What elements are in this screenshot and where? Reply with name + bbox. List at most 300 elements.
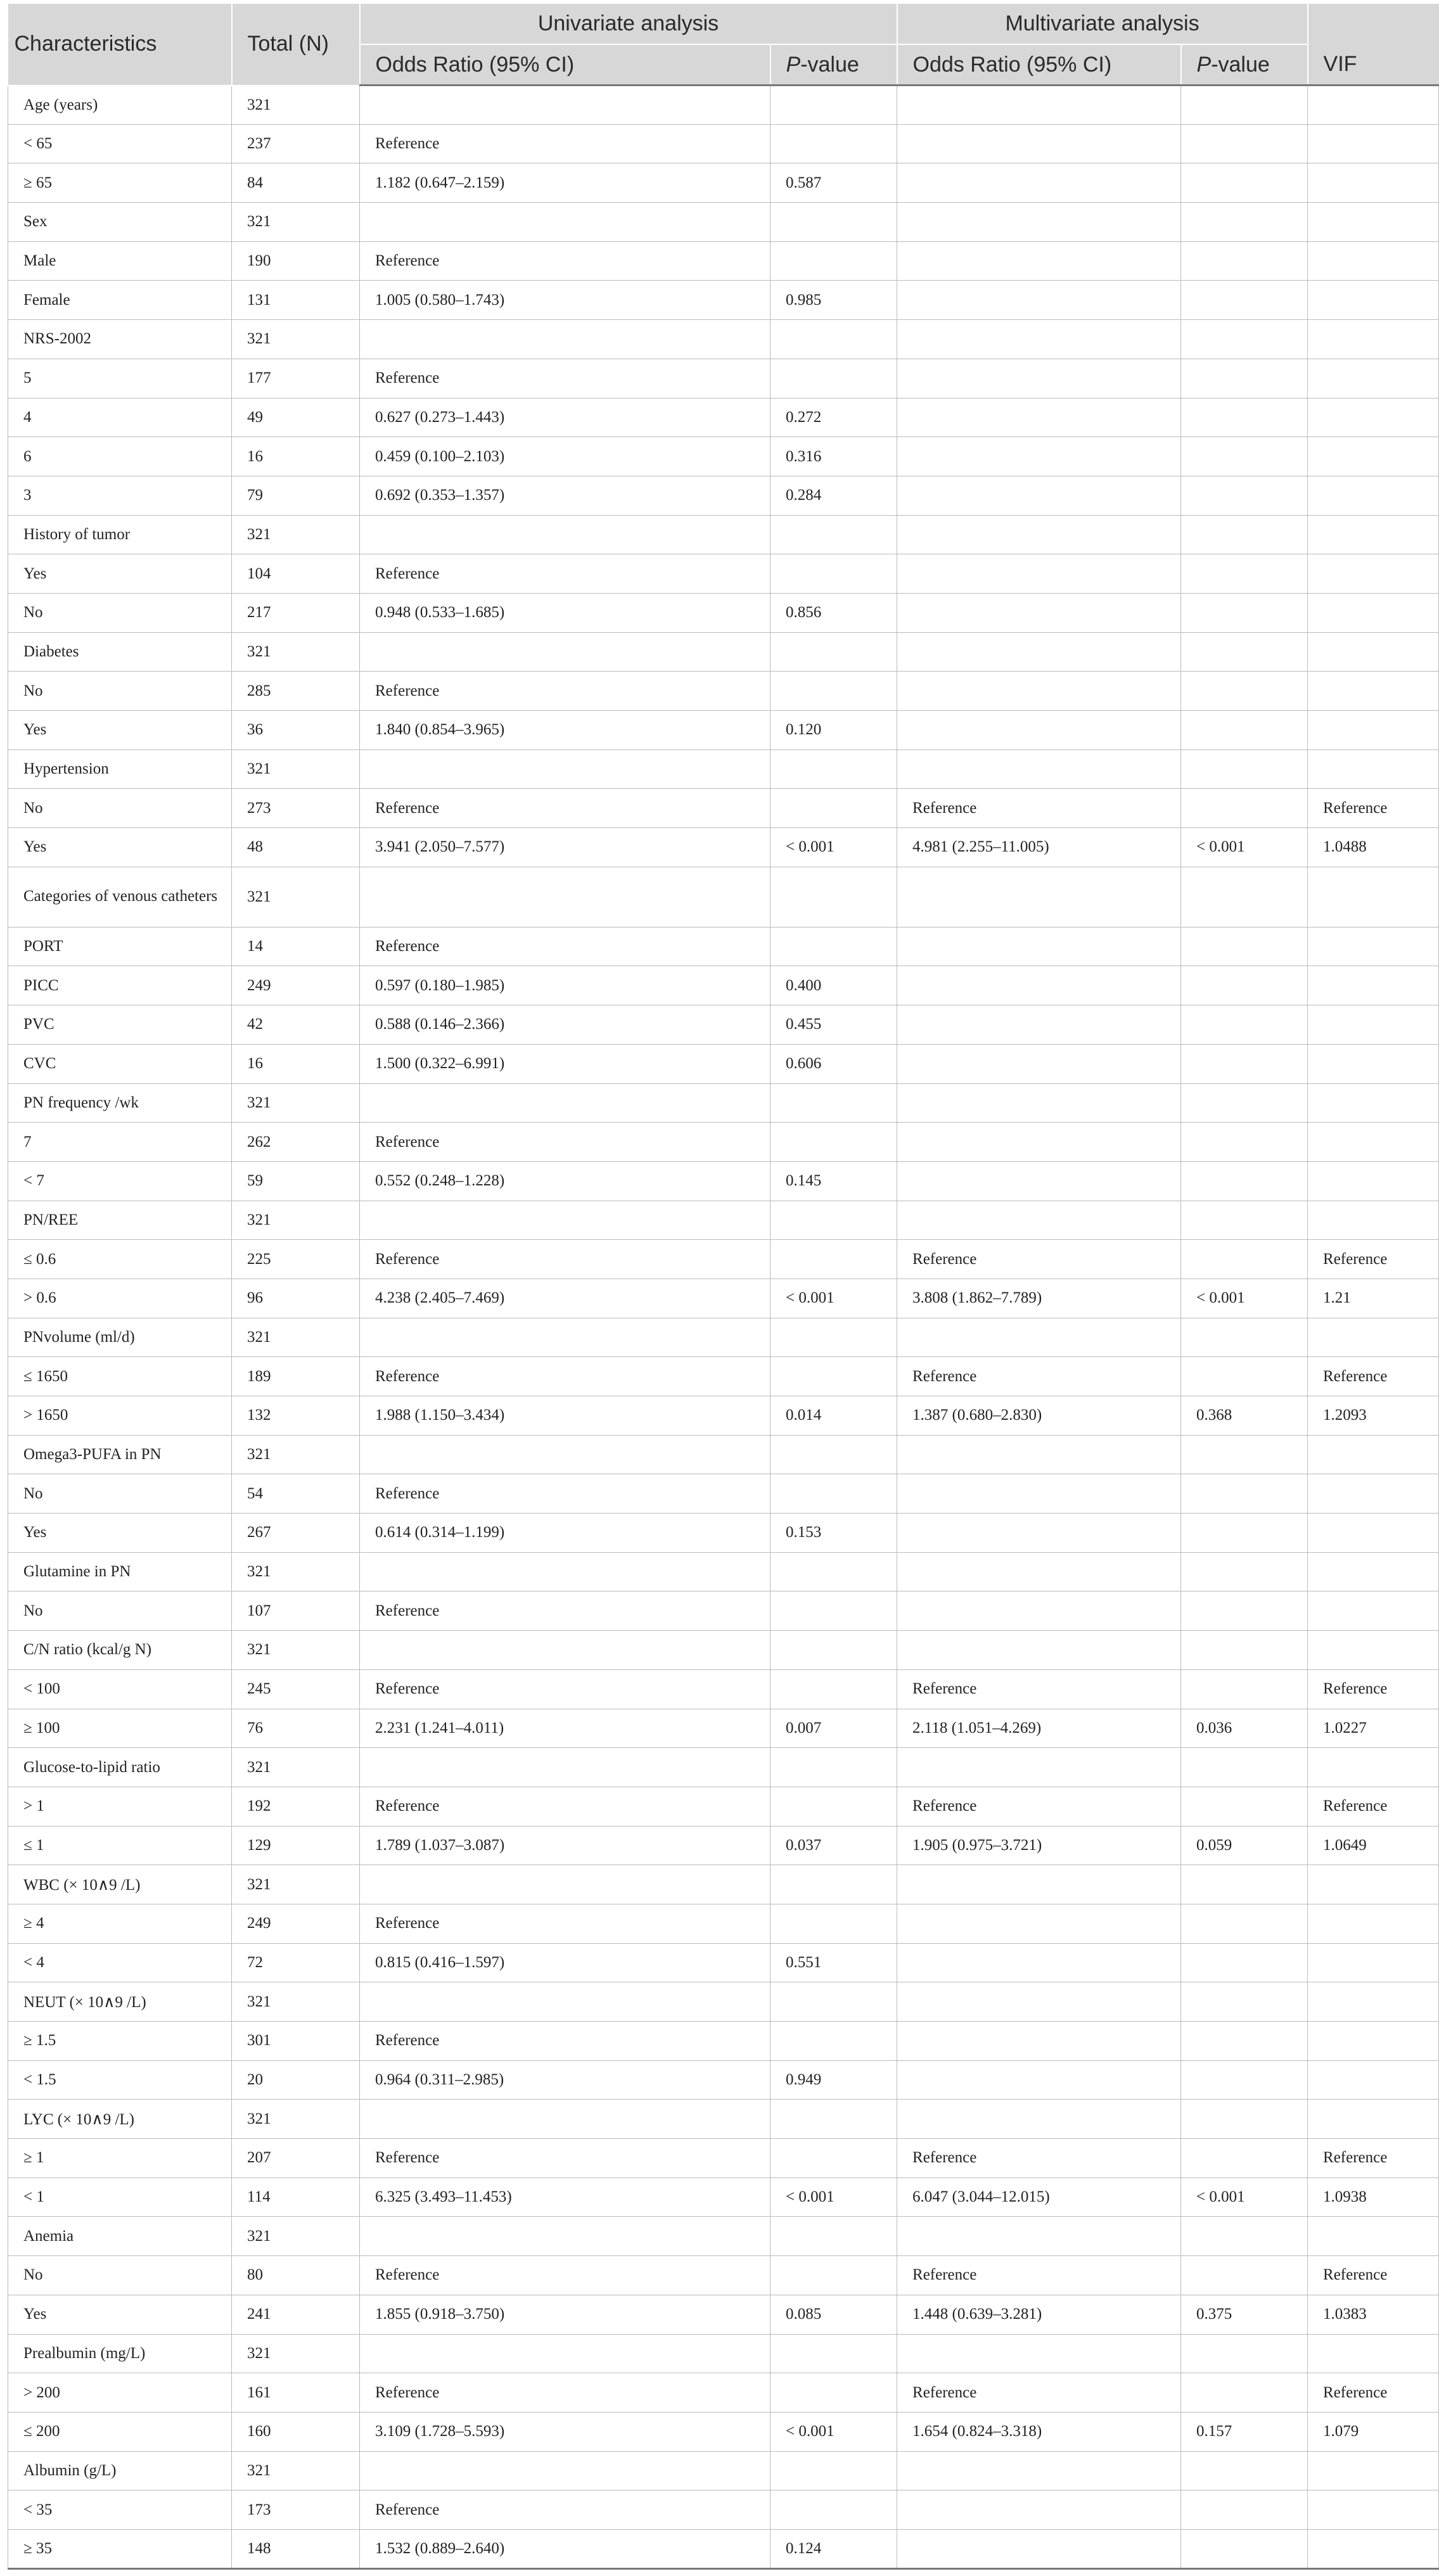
row-total: 161 xyxy=(232,2373,360,2413)
univariate-p-cell: 0.120 xyxy=(771,711,897,750)
multivariate-p-cell xyxy=(1181,476,1308,515)
row-label: NRS-2002 xyxy=(8,320,232,359)
table-row xyxy=(8,515,1439,554)
univariate-or-cell: Reference xyxy=(360,1357,771,1396)
univariate-p-cell xyxy=(771,632,897,672)
row-total: 16 xyxy=(232,437,360,476)
row-total: 321 xyxy=(232,2217,360,2256)
row-total: 321 xyxy=(232,2100,360,2139)
row-label: Glutamine in PN xyxy=(8,1552,232,1591)
row-label: < 7 xyxy=(8,1161,232,1201)
multivariate-p-cell xyxy=(1181,1982,1308,2022)
univariate-p-cell xyxy=(771,1318,897,1357)
vif-cell xyxy=(1308,398,1439,437)
multivariate-p-cell xyxy=(1181,554,1308,594)
row-label: No xyxy=(8,672,232,711)
vif-cell: 1.0383 xyxy=(1308,2295,1439,2334)
univariate-p-cell: 0.085 xyxy=(771,2295,897,2334)
table-row xyxy=(8,632,1439,672)
vif-cell xyxy=(1308,867,1439,927)
univariate-p-cell xyxy=(771,1748,897,1787)
row-total: 132 xyxy=(232,1396,360,1436)
row-label: Anemia xyxy=(8,2217,232,2256)
univariate-p-cell xyxy=(771,2256,897,2295)
multivariate-p-cell xyxy=(1181,2022,1308,2061)
multivariate-p-cell xyxy=(1181,320,1308,359)
multivariate-p-cell xyxy=(1181,789,1308,828)
vif-cell xyxy=(1308,2451,1439,2490)
vif-cell xyxy=(1308,632,1439,672)
univariate-or-cell xyxy=(360,1435,771,1474)
row-label: PNvolume (ml/d) xyxy=(8,1318,232,1357)
table-row xyxy=(8,476,1439,515)
row-label: 3 xyxy=(8,476,232,515)
univariate-or-cell: Reference xyxy=(360,672,771,711)
multivariate-p-cell: 0.036 xyxy=(1181,1709,1308,1748)
multivariate-p-cell xyxy=(1181,1318,1308,1357)
multivariate-or-cell xyxy=(897,1631,1181,1670)
row-total: 237 xyxy=(232,124,360,163)
row-label: ≤ 0.6 xyxy=(8,1240,232,1279)
univariate-or-cell: Reference xyxy=(360,1904,771,1943)
header-univariate-p xyxy=(771,44,897,86)
row-total: 14 xyxy=(232,927,360,966)
table-row xyxy=(8,1865,1439,1904)
univariate-p-cell xyxy=(771,1552,897,1591)
vif-cell xyxy=(1308,476,1439,515)
vif-cell xyxy=(1308,437,1439,476)
vif-cell: Reference xyxy=(1308,1787,1439,1826)
univariate-p-cell: 0.587 xyxy=(771,163,897,203)
univariate-p-cell xyxy=(771,867,897,927)
univariate-p-cell: 0.153 xyxy=(771,1514,897,1553)
univariate-or-cell: 1.988 (1.150–3.434) xyxy=(360,1396,771,1436)
multivariate-p-cell xyxy=(1181,1669,1308,1709)
multivariate-p-cell: 0.368 xyxy=(1181,1396,1308,1436)
table-row xyxy=(8,1357,1439,1396)
vif-cell xyxy=(1308,1982,1439,2022)
multivariate-p-cell xyxy=(1181,2373,1308,2413)
vif-cell xyxy=(1308,1631,1439,1670)
multivariate-p-cell xyxy=(1181,1005,1308,1045)
multivariate-or-cell xyxy=(897,593,1181,632)
univariate-or-cell: 1.005 (0.580–1.743) xyxy=(360,281,771,320)
vif-cell xyxy=(1308,320,1439,359)
multivariate-p-cell xyxy=(1181,203,1308,242)
multivariate-or-cell xyxy=(897,1005,1181,1045)
univariate-or-cell xyxy=(360,2217,771,2256)
vif-cell xyxy=(1308,2060,1439,2100)
row-label: Yes xyxy=(8,2295,232,2334)
vif-cell xyxy=(1308,672,1439,711)
multivariate-p-cell xyxy=(1181,672,1308,711)
row-label: ≤ 200 xyxy=(8,2412,232,2451)
row-label: < 1.5 xyxy=(8,2060,232,2100)
table-row xyxy=(8,2139,1439,2178)
univariate-or-cell xyxy=(360,2334,771,2373)
vif-cell xyxy=(1308,1748,1439,1787)
row-total: 249 xyxy=(232,966,360,1005)
multivariate-or-cell xyxy=(897,2490,1181,2530)
row-label: < 35 xyxy=(8,2490,232,2530)
univariate-or-cell xyxy=(360,1552,771,1591)
univariate-p-cell: 0.949 xyxy=(771,2060,897,2100)
univariate-p-cell: 0.551 xyxy=(771,1943,897,1982)
univariate-or-cell: Reference xyxy=(360,241,771,281)
univariate-p-cell: 0.007 xyxy=(771,1709,897,1748)
row-total: 321 xyxy=(232,1865,360,1904)
multivariate-or-cell: Reference xyxy=(897,2256,1181,2295)
multivariate-or-cell xyxy=(897,966,1181,1005)
univariate-p-cell xyxy=(771,1787,897,1826)
multivariate-or-cell xyxy=(897,867,1181,927)
multivariate-or-cell: Reference xyxy=(897,2139,1181,2178)
row-label: No xyxy=(8,789,232,828)
multivariate-p-cell: 0.375 xyxy=(1181,2295,1308,2334)
multivariate-or-cell xyxy=(897,927,1181,966)
multivariate-or-cell xyxy=(897,281,1181,320)
row-label: Hypertension xyxy=(8,749,232,789)
row-total: 321 xyxy=(232,749,360,789)
row-label: ≥ 1 xyxy=(8,2139,232,2178)
univariate-or-cell: Reference xyxy=(360,1669,771,1709)
multivariate-p-cell xyxy=(1181,1240,1308,1279)
univariate-p-cell xyxy=(771,1201,897,1240)
multivariate-p-cell xyxy=(1181,867,1308,927)
univariate-p-cell xyxy=(771,1631,897,1670)
row-label: < 100 xyxy=(8,1669,232,1709)
vif-cell xyxy=(1308,1318,1439,1357)
multivariate-p-cell xyxy=(1181,1514,1308,1553)
table-row xyxy=(8,359,1439,398)
row-total: 217 xyxy=(232,593,360,632)
multivariate-or-cell xyxy=(897,2334,1181,2373)
univariate-p-cell: 0.606 xyxy=(771,1044,897,1083)
table-row xyxy=(8,927,1439,966)
row-total: 245 xyxy=(232,1669,360,1709)
multivariate-or-cell: Reference xyxy=(897,1357,1181,1396)
row-label: No xyxy=(8,1591,232,1631)
row-label: Male xyxy=(8,241,232,281)
table-row xyxy=(8,1278,1439,1318)
multivariate-or-cell xyxy=(897,1044,1181,1083)
row-total: 190 xyxy=(232,241,360,281)
row-label: > 200 xyxy=(8,2373,232,2413)
multivariate-or-cell: 1.448 (0.639–3.281) xyxy=(897,2295,1181,2334)
row-label: 4 xyxy=(8,398,232,437)
row-total: 192 xyxy=(232,1787,360,1826)
multivariate-or-cell xyxy=(897,1591,1181,1631)
univariate-p-cell: 0.124 xyxy=(771,2529,897,2568)
multivariate-or-cell: Reference xyxy=(897,1669,1181,1709)
vif-cell xyxy=(1308,281,1439,320)
univariate-p-cell: 0.037 xyxy=(771,1826,897,1865)
multivariate-p-cell xyxy=(1181,86,1308,125)
row-label: No xyxy=(8,593,232,632)
table-row xyxy=(8,2022,1439,2061)
univariate-or-cell xyxy=(360,1318,771,1357)
header-vif-spacer xyxy=(1308,4,1439,44)
row-total: 36 xyxy=(232,711,360,750)
table-row xyxy=(8,789,1439,828)
multivariate-p-cell xyxy=(1181,2217,1308,2256)
univariate-or-cell xyxy=(360,867,771,927)
vif-cell xyxy=(1308,359,1439,398)
univariate-or-cell: Reference xyxy=(360,554,771,594)
row-label: Albumin (g/L) xyxy=(8,2451,232,2490)
multivariate-or-cell: Reference xyxy=(897,789,1181,828)
row-total: 321 xyxy=(232,203,360,242)
row-label: > 1 xyxy=(8,1787,232,1826)
univariate-or-cell: 1.840 (0.854–3.965) xyxy=(360,711,771,750)
row-total: 177 xyxy=(232,359,360,398)
header-univariate-or: Odds Ratio (95% CI) xyxy=(360,44,771,86)
header-multivariate: Multivariate analysis xyxy=(897,4,1308,44)
univariate-or-cell: Reference xyxy=(360,927,771,966)
univariate-p-cell: 0.856 xyxy=(771,593,897,632)
univariate-p-cell: 0.400 xyxy=(771,966,897,1005)
multivariate-or-cell xyxy=(897,711,1181,750)
row-total: 80 xyxy=(232,2256,360,2295)
univariate-p-cell xyxy=(771,2373,897,2413)
table-row xyxy=(8,2256,1439,2295)
row-label: 7 xyxy=(8,1123,232,1162)
table-row xyxy=(8,1396,1439,1436)
table-row xyxy=(8,203,1439,242)
univariate-or-cell: 0.964 (0.311–2.985) xyxy=(360,2060,771,2100)
multivariate-or-cell: Reference xyxy=(897,2373,1181,2413)
multivariate-p-cell xyxy=(1181,2334,1308,2373)
vif-cell xyxy=(1308,1201,1439,1240)
univariate-or-cell xyxy=(360,86,771,125)
table-row xyxy=(8,711,1439,750)
vif-cell xyxy=(1308,1083,1439,1123)
univariate-or-cell xyxy=(360,1201,771,1240)
multivariate-p-cell xyxy=(1181,2100,1308,2139)
univariate-p-cell xyxy=(771,359,897,398)
univariate-p-cell xyxy=(771,124,897,163)
row-label: Yes xyxy=(8,554,232,594)
row-total: 173 xyxy=(232,2490,360,2530)
multivariate-or-cell: Reference xyxy=(897,1240,1181,1279)
table-header xyxy=(8,4,1439,86)
univariate-p-cell xyxy=(771,1591,897,1631)
table-row xyxy=(8,2100,1439,2139)
vif-cell xyxy=(1308,2022,1439,2061)
multivariate-or-cell: Reference xyxy=(897,1787,1181,1826)
multivariate-p-cell xyxy=(1181,359,1308,398)
multivariate-or-cell xyxy=(897,1318,1181,1357)
univariate-p-cell xyxy=(771,86,897,125)
vif-cell xyxy=(1308,203,1439,242)
multivariate-p-cell xyxy=(1181,1943,1308,1982)
row-total: 321 xyxy=(232,1201,360,1240)
row-total: 321 xyxy=(232,1982,360,2022)
row-label: ≥ 4 xyxy=(8,1904,232,1943)
multivariate-p-cell: 0.059 xyxy=(1181,1826,1308,1865)
row-total: 131 xyxy=(232,281,360,320)
univariate-p-cell: < 0.001 xyxy=(771,2177,897,2217)
row-total: 241 xyxy=(232,2295,360,2334)
multivariate-p-cell xyxy=(1181,2451,1308,2490)
univariate-or-cell: Reference xyxy=(360,1591,771,1631)
table-row xyxy=(8,554,1439,594)
row-total: 321 xyxy=(232,1435,360,1474)
multivariate-or-cell xyxy=(897,515,1181,554)
row-label: No xyxy=(8,1474,232,1514)
univariate-or-cell: 1.789 (1.037–3.087) xyxy=(360,1826,771,1865)
multivariate-or-cell xyxy=(897,320,1181,359)
table-row xyxy=(8,1709,1439,1748)
table-row xyxy=(8,1904,1439,1943)
table-row xyxy=(8,2334,1439,2373)
univariate-or-cell xyxy=(360,1982,771,2022)
row-label: PORT xyxy=(8,927,232,966)
univariate-or-cell: 0.614 (0.314–1.199) xyxy=(360,1514,771,1553)
table-row xyxy=(8,2373,1439,2413)
univariate-p-cell xyxy=(771,203,897,242)
row-total: 207 xyxy=(232,2139,360,2178)
vif-cell xyxy=(1308,1044,1439,1083)
univariate-p-cell: < 0.001 xyxy=(771,1278,897,1318)
row-label: History of tumor xyxy=(8,515,232,554)
multivariate-p-cell xyxy=(1181,1083,1308,1123)
multivariate-p-cell xyxy=(1181,163,1308,203)
table-row xyxy=(8,2529,1439,2568)
multivariate-or-cell xyxy=(897,163,1181,203)
row-label: ≥ 35 xyxy=(8,2529,232,2568)
vif-cell xyxy=(1308,1123,1439,1162)
multivariate-p-cell xyxy=(1181,1161,1308,1201)
multivariate-or-cell xyxy=(897,1083,1181,1123)
row-label: Yes xyxy=(8,711,232,750)
vif-cell xyxy=(1308,1943,1439,1982)
univariate-p-cell xyxy=(771,2100,897,2139)
multivariate-p-cell: < 0.001 xyxy=(1181,828,1308,867)
row-total: 104 xyxy=(232,554,360,594)
multivariate-or-cell xyxy=(897,1435,1181,1474)
row-total: 48 xyxy=(232,828,360,867)
multivariate-or-cell xyxy=(897,437,1181,476)
univariate-or-cell: 1.532 (0.889–2.640) xyxy=(360,2529,771,2568)
row-label: Yes xyxy=(8,828,232,867)
row-total: 321 xyxy=(232,320,360,359)
multivariate-p-cell xyxy=(1181,398,1308,437)
multivariate-p-cell xyxy=(1181,1357,1308,1396)
row-label: ≥ 65 xyxy=(8,163,232,203)
multivariate-p-cell xyxy=(1181,1865,1308,1904)
row-label: < 1 xyxy=(8,2177,232,2217)
row-total: 114 xyxy=(232,2177,360,2217)
univariate-or-cell: 6.325 (3.493–11.453) xyxy=(360,2177,771,2217)
table-row xyxy=(8,749,1439,789)
vif-cell xyxy=(1308,2100,1439,2139)
p-suffix: -value xyxy=(1211,52,1270,77)
multivariate-p-cell xyxy=(1181,1474,1308,1514)
univariate-p-cell xyxy=(771,1435,897,1474)
row-label: ≤ 1 xyxy=(8,1826,232,1865)
vif-cell xyxy=(1308,554,1439,594)
vif-cell: Reference xyxy=(1308,1357,1439,1396)
row-total: 79 xyxy=(232,476,360,515)
header-multivariate-p xyxy=(1181,44,1308,86)
row-label: Glucose-to-lipid ratio xyxy=(8,1748,232,1787)
table-row xyxy=(8,1318,1439,1357)
multivariate-or-cell xyxy=(897,1943,1181,1982)
univariate-p-cell xyxy=(771,2490,897,2530)
table-row xyxy=(8,1044,1439,1083)
univariate-or-cell: Reference xyxy=(360,2256,771,2295)
vif-cell: Reference xyxy=(1308,789,1439,828)
vif-cell: Reference xyxy=(1308,2139,1439,2178)
univariate-p-cell: 0.985 xyxy=(771,281,897,320)
vif-cell xyxy=(1308,749,1439,789)
table-row xyxy=(8,320,1439,359)
univariate-p-cell xyxy=(771,1904,897,1943)
row-total: 301 xyxy=(232,2022,360,2061)
table-row xyxy=(8,2217,1439,2256)
multivariate-or-cell xyxy=(897,632,1181,672)
univariate-p-cell: 0.145 xyxy=(771,1161,897,1201)
univariate-or-cell xyxy=(360,2100,771,2139)
table-row xyxy=(8,1631,1439,1670)
multivariate-p-cell xyxy=(1181,2139,1308,2178)
multivariate-or-cell: 4.981 (2.255–11.005) xyxy=(897,828,1181,867)
vif-cell xyxy=(1308,2334,1439,2373)
row-total: 20 xyxy=(232,2060,360,2100)
multivariate-p-cell: 0.157 xyxy=(1181,2412,1308,2451)
p-suffix: -value xyxy=(800,52,859,77)
univariate-or-cell xyxy=(360,1865,771,1904)
univariate-or-cell: Reference xyxy=(360,2373,771,2413)
univariate-or-cell: Reference xyxy=(360,789,771,828)
vif-cell xyxy=(1308,1591,1439,1631)
multivariate-or-cell xyxy=(897,241,1181,281)
row-label: Diabetes xyxy=(8,632,232,672)
multivariate-or-cell xyxy=(897,86,1181,125)
row-label: NEUT (× 10∧9 /L) xyxy=(8,1982,232,2022)
univariate-p-cell xyxy=(771,2334,897,2373)
table-row xyxy=(8,828,1439,867)
row-total: 129 xyxy=(232,1826,360,1865)
univariate-or-cell: 0.815 (0.416–1.597) xyxy=(360,1943,771,1982)
table-row xyxy=(8,281,1439,320)
vif-cell: Reference xyxy=(1308,2373,1439,2413)
row-total: 189 xyxy=(232,1357,360,1396)
multivariate-or-cell xyxy=(897,124,1181,163)
row-label: CVC xyxy=(8,1044,232,1083)
table-row xyxy=(8,86,1439,125)
univariate-p-cell xyxy=(771,320,897,359)
row-total: 321 xyxy=(232,867,360,927)
vif-cell xyxy=(1308,593,1439,632)
univariate-p-cell: 0.455 xyxy=(771,1005,897,1045)
row-total: 225 xyxy=(232,1240,360,1279)
vif-cell xyxy=(1308,711,1439,750)
table-row xyxy=(8,1982,1439,2022)
table-row xyxy=(8,966,1439,1005)
vif-cell xyxy=(1308,927,1439,966)
vif-cell xyxy=(1308,1435,1439,1474)
multivariate-or-cell: 1.905 (0.975–3.721) xyxy=(897,1826,1181,1865)
multivariate-or-cell xyxy=(897,203,1181,242)
table-row xyxy=(8,163,1439,203)
vif-cell: Reference xyxy=(1308,2256,1439,2295)
row-total: 72 xyxy=(232,1943,360,1982)
multivariate-or-cell xyxy=(897,1514,1181,1553)
univariate-or-cell: 0.948 (0.533–1.685) xyxy=(360,593,771,632)
univariate-or-cell: Reference xyxy=(360,1474,771,1514)
